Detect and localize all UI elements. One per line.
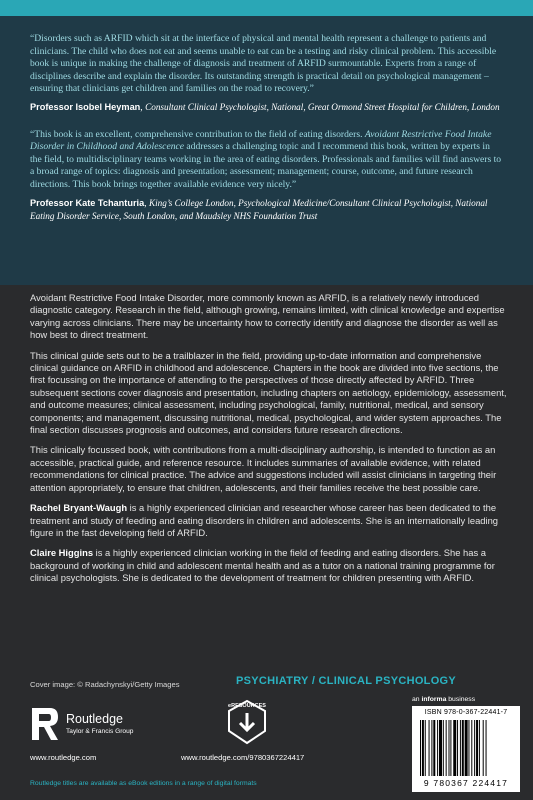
publisher-url: www.routledge.com	[30, 753, 97, 762]
author-name-2: Claire Higgins	[30, 547, 94, 559]
author-bio-2	[30, 547, 508, 584]
cover-image-credit: Cover image: © Radachynskyi/Getty Images	[30, 680, 180, 689]
author-bio-text-1: is a highly experienced clinician and researcher whose career has been dedicated to the treatment and study of feeding and eating disorders in children and adolescents. She is an internationally leading figure in the fast developing field of ARFID.	[30, 502, 499, 538]
informa-post: business	[446, 696, 476, 703]
back-cover-footer	[0, 672, 533, 800]
routledge-r-icon	[30, 706, 60, 742]
eresources-icon	[225, 699, 269, 745]
endorser-name-1: Professor Isobel Heyman	[30, 101, 141, 112]
endorser-role-1: Consultant Clinical Psychologist, National, Great Ormond Street Hospital for Children, London	[145, 101, 500, 112]
informa-brand: informa	[421, 696, 447, 703]
eresources-label: eRESOURCES	[228, 703, 266, 709]
eresources-logo	[225, 699, 269, 745]
quote-2-part-1: “This book is an excellent, comprehensive contribution to the field of eating disorders.	[30, 128, 365, 140]
informa-pre: an	[412, 696, 422, 703]
book-description	[30, 292, 508, 593]
endorsement-quote-1: “Disorders such as ARFID which sit at the interface of physical and mental health represent a challenge to patients and clinicians. The child who does not eat and seems unable to eat can be a testing and risky clinical problem. This accessible book is unique in making the challenge of diagnosis and treatment of ARFID surmountable. Experts from a range of disciplines describe and explain the disorder. Its outstanding strength is practical detail on psychological management – ensuring that clinicians get children and families on the road to recovery.”	[30, 33, 497, 95]
publisher-subtitle: Taylor & Francis Group	[66, 728, 134, 735]
ebook-availability-note: Routledge titles are available as eBook editions in a range of digital formats	[30, 780, 257, 787]
barcode-icon	[418, 720, 514, 778]
author-name-1: Rachel Bryant-Waugh	[30, 502, 128, 514]
author-bio-1	[30, 502, 508, 539]
top-accent-bar	[0, 0, 533, 16]
informa-business-tag	[412, 696, 475, 703]
endorsements-panel	[0, 16, 533, 285]
author-bio-text-2: is a highly experienced clinician working in the field of feeding and eating disorders. She has a background of working in child and adolescent mental health and as a tutor on a national training programme for clinical psychologists. She is dedicated to the development of treatment for children presenting with ARFID.	[30, 547, 495, 584]
routledge-logo	[30, 706, 160, 746]
description-paragraph-2: This clinical guide sets out to be a trailblazer in the field, providing up-to-date information and comprehensive clinical guidance on ARFID in childhood and adolescence. Chapters in the book are divided into five sections, the first focussing on the importance of attending to the perspectives of those directly affected by ARFID. Three subsequent sections cover diagnosis and presentation, including chapters on aetiology, epidemiology, assessment, and outcome measures; clinical assessment, including psychological, family, nutritional, medical, and sensory components; and management, discussing nutritional, medical, psychological, and wider system approaches. The final section discusses prognosis and outcomes, and considers future research directions.	[30, 349, 507, 436]
endorsement-quote-2	[30, 129, 503, 192]
endorser-name-2: Professor Kate Tchanturia	[30, 197, 145, 208]
endorsement-attribution-1: Professor Isobel Heyman, Consultant Clinical Psychologist, National, Great Ormond Street Hospital for Children, London	[30, 101, 500, 113]
publisher-name: Routledge	[66, 712, 123, 726]
description-paragraph-1: Avoidant Restrictive Food Intake Disorder, more commonly known as ARFID, is a relatively newly introduced diagnostic category. Research in the field, although growing, remains limited, with clinical knowledge and expertise varying across clinicians. There may be uncertainty how to correctly identify and diagnose the disorder as well as how best to direct treatment.	[30, 292, 505, 341]
isbn-barcode	[412, 706, 520, 792]
quote-2-part-2: addresses a challenging topic and I recommend this book, written by experts in the field, to multidisciplinary teams working in the area of eating disorders. Professionals and families will find answers to a broad range of topics: diagnosis and presentation; assessment; management; course, outcome, and future research directions. This book brings together available evidence very nicely.”	[30, 141, 502, 190]
endorsement-attribution-2: Professor Kate Tchanturia, King’s College London, Psychological Medicine/Consultant Clinical Psychologist, National Eating Disorder Service, South London, and Maudsley NHS Foundation Trust	[30, 197, 488, 222]
isbn-number: ISBN 978-0-367-22441-7	[424, 709, 508, 716]
endorser-role-2: King’s College London, Psychological Medicine/Consultant Clinical Psychologist, National Eating Disorder Service, South London, and Maudsley NHS Foundation Trust	[30, 197, 488, 222]
eresources-url: www.routledge.com/9780367224417	[181, 753, 305, 762]
barcode-digits: 9 780367 224417	[423, 778, 509, 788]
subject-category: PSYCHIATRY / CLINICAL PSYCHOLOGY	[236, 675, 457, 687]
quote-2-book-title: Avoidant Restrictive Food Intake Disorder in Childhood and Adolescence	[30, 128, 492, 153]
description-paragraph-3: This clinically focussed book, with contributions from a multi-disciplinary authorship, is intended to function as an accessible, practical guide, and reference resource. It includes summaries of available evidence, with related recommendations for clinical practice. The advice and suggestions included will assist clinicians in targeting their attention appropriately, to ensure that children, adolescents, and their families receive the best possible care.	[30, 444, 497, 493]
